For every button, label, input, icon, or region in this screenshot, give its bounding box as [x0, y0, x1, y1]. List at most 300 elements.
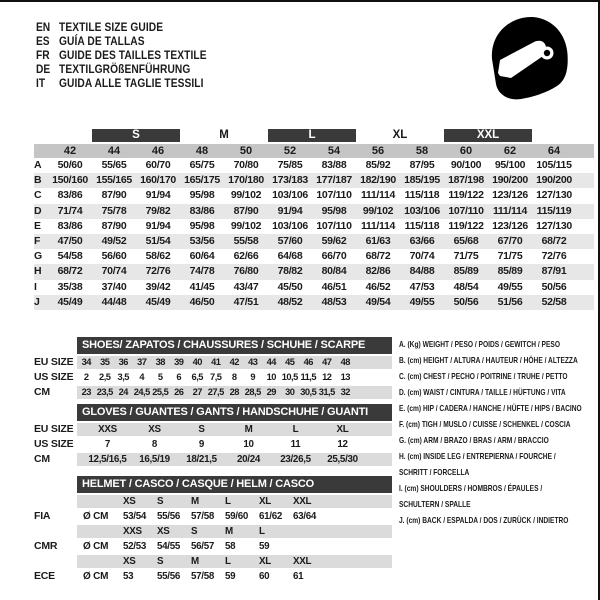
legend-item: [399, 432, 596, 448]
size-value-cell: 48/52: [277, 295, 303, 308]
size-cell: 24: [118, 387, 128, 397]
helmet-size-value: 61: [293, 571, 304, 582]
language-code: FR: [36, 48, 50, 62]
size-value-cell: 50/56: [541, 280, 567, 293]
size-value-cell: 95/100: [494, 159, 526, 171]
size-cell: 48: [340, 357, 350, 367]
size-value-cell: 105/115: [536, 159, 572, 171]
helmet-size-header: M: [191, 556, 199, 567]
language-code: DE: [36, 62, 51, 76]
size-value-cell: 70/74: [409, 250, 435, 263]
helmet-size-value: 56/57: [191, 541, 215, 552]
row-letter: E: [34, 219, 41, 232]
size-cell: 34: [81, 357, 91, 367]
helmet-size-header: XS: [123, 556, 136, 567]
size-value-cell: 57/60: [277, 234, 303, 247]
size-value-cell: 79/82: [145, 204, 171, 217]
size-value-cell: 177/187: [316, 174, 352, 187]
helmet-size-header: M: [225, 526, 233, 537]
size-value-cell: 64/68: [277, 250, 303, 263]
row-letter: H: [34, 265, 42, 278]
size-column-header: 52: [283, 145, 297, 157]
size-value-cell: 91/94: [145, 219, 171, 232]
helmet-size-row: [77, 495, 392, 508]
size-value-cell: 68/72: [365, 250, 391, 263]
helmet-size-value: 53: [123, 571, 134, 582]
language-code: EN: [36, 20, 51, 34]
size-cell: 30,5: [300, 387, 317, 397]
size-value-cell: 95/98: [189, 219, 215, 232]
size-value-cell: 37/40: [101, 280, 127, 293]
size-value-cell: 80/84: [321, 265, 347, 278]
size-cell: 28: [229, 387, 239, 397]
size-column-header: 54: [327, 145, 341, 157]
size-columns-row: [34, 144, 594, 158]
measurement-row: [34, 295, 594, 310]
helmet-size-header: S: [157, 556, 164, 567]
size-cell: 8: [151, 439, 158, 450]
size-value-cell: 71/74: [57, 204, 83, 217]
size-cell: 35: [100, 357, 110, 367]
helmet-value-row: [77, 510, 392, 523]
size-cell: L: [292, 424, 299, 435]
size-value-cell: 115/118: [404, 219, 440, 232]
size-value-cell: 54/58: [57, 250, 83, 263]
size-cell: 42: [229, 357, 239, 367]
gloves-row-label: US SIZE: [34, 438, 74, 450]
language-title: TEXTILE SIZE GUIDE: [59, 20, 164, 34]
size-value-cell: 127/130: [536, 189, 572, 202]
visor-pivot-dot: [544, 50, 550, 56]
size-column-header: 58: [415, 145, 429, 157]
row-letter: F: [34, 234, 41, 247]
size-cell: 2: [83, 372, 89, 382]
size-cell: 10,5: [281, 372, 298, 382]
legend-item-line: D. (cm) WAIST / CINTURA / TAILLE / HÜFTUNG / VITA: [399, 387, 566, 397]
size-cell: 13: [340, 372, 350, 382]
row-letter: D: [34, 204, 42, 217]
helmet-size-value: 61/62: [259, 511, 283, 522]
size-value-cell: 49/55: [497, 280, 523, 293]
language-title: GUIDE DES TAILLES TEXTILE: [59, 48, 207, 62]
legend-item: [399, 416, 596, 432]
size-cell: S: [198, 424, 205, 435]
legend-item: [399, 448, 596, 480]
size-value-cell: 115/119: [536, 204, 572, 217]
size-cell: 39: [174, 357, 184, 367]
size-column-header: 60: [459, 145, 473, 157]
size-value-cell: 87/91: [541, 265, 567, 278]
size-cell: 10: [243, 439, 254, 450]
size-value-cell: 45/49: [57, 295, 83, 308]
size-value-cell: 78/82: [277, 265, 303, 278]
row-letter: J: [34, 295, 40, 308]
size-value-cell: 46/52: [365, 280, 391, 293]
helmet-size-header: XL: [259, 496, 271, 507]
language-header: [36, 20, 233, 90]
size-value-cell: 56/60: [101, 250, 127, 263]
size-value-cell: 75/85: [277, 159, 303, 171]
helmet-size-header: XXL: [293, 496, 312, 507]
helmet-table-title: HELMET / CASCO / CASQUE / HELM / CASCO: [77, 476, 392, 493]
size-value-cell: 107/110: [316, 189, 352, 202]
size-value-cell: 65/75: [189, 159, 215, 171]
size-value-cell: 47/53: [409, 280, 435, 293]
gloves-table-title: GLOVES / GUANTES / GANTS / HANDSCHUHE / GUANTI: [77, 404, 392, 421]
size-value-cell: 107/110: [448, 204, 484, 217]
size-cell: XL: [336, 424, 349, 435]
helmet-size-header: M: [191, 496, 199, 507]
size-row-lead: [83, 525, 123, 538]
legend-item: [399, 336, 596, 352]
language-title: GUIDA ALLE TAGLIE TESSILI: [59, 76, 204, 90]
helmet-size-header: L: [259, 526, 265, 537]
size-column-header: 64: [547, 145, 561, 157]
size-value-cell: 115/118: [404, 189, 440, 202]
measurement-row: [34, 219, 594, 234]
size-row-lead: [83, 495, 123, 508]
measurement-row: [34, 234, 594, 249]
helmet-size-header: S: [157, 496, 164, 507]
size-cell: 9: [250, 372, 256, 382]
size-value-cell: 59/62: [321, 234, 347, 247]
size-value-cell: 83/86: [57, 219, 83, 232]
language-code: IT: [36, 76, 46, 90]
shoes-table-title: SHOES/ ZAPATOS / CHAUSSURES / SCHUHE / SCARPE: [77, 337, 392, 354]
size-cell: 12: [337, 439, 348, 450]
size-cell: 45: [285, 357, 295, 367]
helmet-size-value: 59: [259, 541, 270, 552]
helmet-size-value: 59/60: [225, 511, 249, 522]
size-cell: 27,5: [207, 387, 224, 397]
helmet-size-value: 53/54: [123, 511, 147, 522]
diameter-unit-label: Ø CM: [83, 571, 109, 582]
size-value-cell: 68/72: [541, 234, 567, 247]
size-cell: 11: [290, 439, 301, 450]
helmet-size-value: 63/64: [293, 511, 317, 522]
size-value-cell: 66/70: [321, 250, 347, 263]
size-cell: 23: [81, 387, 91, 397]
size-cell: 30: [285, 387, 295, 397]
helmet-size-header: XXL: [293, 556, 312, 567]
legend-item-line: A. (Kg) WEIGHT / PESO / POIDS / GEWITCH / PESO: [399, 339, 560, 349]
size-value-cell: 119/122: [448, 189, 484, 202]
size-cell: 37: [137, 357, 147, 367]
size-value-cell: 87/90: [233, 204, 259, 217]
size-value-cell: 68/72: [57, 265, 83, 278]
size-cell: 20/24: [236, 454, 261, 465]
size-cell: 24,5: [133, 387, 150, 397]
size-cell: 10: [266, 372, 276, 382]
homologation-label-fia: FIA: [34, 510, 51, 522]
size-cell: 29: [266, 387, 276, 397]
size-value-cell: 173/183: [272, 174, 308, 187]
size-value-cell: 107/110: [316, 219, 352, 232]
size-value-cell: 60/64: [189, 250, 215, 263]
size-cell: 31,5: [318, 387, 335, 397]
diameter-unit-label: Ø CM: [83, 541, 109, 552]
size-cell: 3,5: [117, 372, 129, 382]
size-value-cell: 70/80: [233, 159, 259, 171]
size-value-cell: 55/65: [101, 159, 127, 171]
size-cell: 25,5/30: [327, 454, 358, 465]
size-value-cell: 95/98: [321, 204, 347, 217]
helmet-size-value: 55/56: [157, 571, 181, 582]
helmet-size-row: [77, 525, 392, 538]
size-value-cell: 160/170: [140, 174, 176, 187]
table-data-row: [77, 438, 392, 451]
size-value-cell: 87/95: [409, 159, 435, 171]
table-data-row: [77, 371, 392, 384]
helmet-size-header: XXS: [123, 526, 142, 537]
size-value-cell: 87/90: [101, 219, 127, 232]
size-cell: 6,5: [191, 372, 203, 382]
helmet-size-row: [77, 555, 392, 568]
size-value-cell: 51/54: [145, 234, 171, 247]
diameter-unit-label: Ø CM: [83, 511, 109, 522]
size-value-cell: 182/190: [360, 174, 396, 187]
size-group-spacer: [34, 129, 92, 142]
helmet-value-row: [77, 540, 392, 553]
gloves-row-label: CM: [34, 453, 50, 465]
size-value-cell: 41/45: [189, 280, 215, 293]
size-group-label-xxl: XXL: [444, 129, 532, 142]
size-cell: XS: [148, 424, 161, 435]
size-value-cell: 187/198: [448, 174, 484, 187]
size-cell: XXS: [98, 424, 117, 435]
size-cell: 23,5: [96, 387, 113, 397]
shoes-row-label: US SIZE: [34, 371, 74, 383]
size-value-cell: 44/48: [101, 295, 127, 308]
measurement-row: [34, 158, 594, 173]
helmet-size-value: 54/55: [157, 541, 181, 552]
size-value-cell: 190/200: [536, 174, 572, 187]
size-value-cell: 185/195: [404, 174, 440, 187]
size-value-cell: 127/130: [536, 219, 572, 232]
size-value-cell: 111/114: [492, 204, 528, 217]
size-value-cell: 170/180: [228, 174, 264, 187]
size-cell: 38: [155, 357, 165, 367]
helmet-size-header: XL: [259, 556, 271, 567]
size-cell: 11,5: [300, 372, 317, 382]
legend-item-line: E. (cm) HIP / CADERA / HANCHE / HÜFTE / HIPS / BACINO: [399, 403, 582, 413]
size-value-cell: 75/78: [101, 204, 127, 217]
size-value-cell: 85/89: [497, 265, 523, 278]
row-letter-spacer: [34, 144, 48, 158]
helmet-size-header: L: [225, 496, 231, 507]
legend-item-line: F. (cm) TIGH / MUSLO / CUISSE / SCHENKEL / COSCIA: [399, 419, 571, 429]
helmet-size-value: 52/53: [123, 541, 147, 552]
size-cell: M: [244, 424, 253, 435]
language-title: GUÍA DE TALLAS: [59, 34, 145, 48]
size-value-cell: 85/92: [365, 159, 391, 171]
size-cell: 44: [266, 357, 276, 367]
homologation-label-ece: ECE: [34, 570, 55, 582]
helmet-size-header: XS: [157, 526, 170, 537]
size-value-cell: 50/56: [453, 295, 479, 308]
measurement-row: [34, 264, 594, 279]
size-value-cell: 46/51: [321, 280, 347, 293]
size-cell: 25,5: [152, 387, 169, 397]
shoes-row-label: CM: [34, 386, 50, 398]
language-code: ES: [36, 34, 50, 48]
size-cell: 41: [211, 357, 221, 367]
size-cell: 16,5/19: [139, 454, 170, 465]
language-row: [36, 34, 233, 48]
measurement-row: [34, 173, 594, 188]
size-column-header: 44: [107, 145, 121, 157]
size-cell: 8: [231, 372, 237, 382]
size-value-cell: 150/160: [52, 174, 88, 187]
legend-item: [399, 480, 596, 512]
size-value-cell: 91/94: [277, 204, 303, 217]
legend-item-line: G. (cm) ARM / BRAZO / BRAS / ARM / BRACCIO: [399, 435, 549, 445]
size-cell: 18/21,5: [186, 454, 217, 465]
size-cell: 12: [322, 372, 332, 382]
legend-item: [399, 352, 596, 368]
size-value-cell: 45/49: [145, 295, 171, 308]
helmet-size-header: L: [225, 556, 231, 567]
size-value-cell: 111/114: [360, 189, 396, 202]
size-value-cell: 39/42: [145, 280, 171, 293]
size-cell: 40: [192, 357, 202, 367]
measurement-row: [34, 204, 594, 219]
size-cell: 9: [198, 439, 205, 450]
size-value-cell: 123/126: [492, 219, 528, 232]
size-value-cell: 72/76: [145, 265, 171, 278]
helmet-homologation-table: [77, 476, 392, 585]
helmet-icon: [486, 14, 572, 104]
size-value-cell: 87/90: [101, 189, 127, 202]
legend-item: [399, 368, 596, 384]
size-group-label-m: M: [219, 129, 229, 141]
table-data-row: [77, 423, 392, 436]
size-value-cell: 60/70: [145, 159, 171, 171]
size-cell: 4: [139, 372, 145, 382]
size-value-cell: 76/80: [233, 265, 259, 278]
size-value-cell: 35/38: [57, 280, 83, 293]
size-value-cell: 50/60: [57, 159, 83, 171]
size-value-cell: 52/58: [541, 295, 567, 308]
language-row: [36, 20, 233, 34]
size-value-cell: 67/70: [497, 234, 523, 247]
textile-size-table: [34, 129, 594, 310]
language-row: [36, 76, 233, 90]
size-value-cell: 123/126: [492, 189, 528, 202]
table-data-row: [77, 453, 392, 466]
legend-item: [399, 400, 596, 416]
size-cell: 7: [104, 439, 111, 450]
size-column-header: 62: [503, 145, 517, 157]
language-row: [36, 48, 233, 62]
row-letter: C: [34, 189, 42, 202]
measurement-row: [34, 280, 594, 295]
homologation-label-cmr: CMR: [34, 540, 58, 552]
size-column-header: 50: [239, 145, 253, 157]
size-value-cell: 55/58: [233, 234, 259, 247]
size-value-cell: 83/88: [321, 159, 347, 171]
size-value-cell: 155/165: [96, 174, 132, 187]
size-value-cell: 43/47: [233, 280, 259, 293]
size-group-label-l: L: [268, 129, 356, 142]
size-cell: 43: [248, 357, 258, 367]
size-value-cell: 111/114: [360, 219, 396, 232]
legend-item-line: J. (cm) BACK / ESPALDA / DOS / ZURÜCK / INDIETRO: [399, 515, 569, 525]
row-letter: I: [34, 280, 37, 293]
helmet-size-value: 55/56: [157, 511, 181, 522]
size-column-header: 46: [151, 145, 165, 157]
size-cell: 32: [340, 387, 350, 397]
legend-item-line: C. (cm) CHEST / PECHO / POITRINE / TRUHE / PETTO: [399, 371, 568, 381]
measurement-row: [34, 188, 594, 203]
size-cell: 2,5: [99, 372, 111, 382]
size-value-cell: 83/86: [189, 204, 215, 217]
size-value-cell: 48/53: [321, 295, 347, 308]
size-value-cell: 49/54: [365, 295, 391, 308]
size-value-cell: 46/50: [189, 295, 215, 308]
size-cell: 6: [176, 372, 182, 382]
size-value-cell: 83/86: [57, 189, 83, 202]
table-data-row: [77, 386, 392, 399]
size-value-cell: 47/50: [57, 234, 83, 247]
size-value-cell: 84/88: [409, 265, 435, 278]
size-value-cell: 74/78: [189, 265, 215, 278]
legend-item-line: SCHRITT / FORCELLA: [399, 467, 470, 477]
size-group-label-xl: XL: [392, 129, 408, 141]
legend-item-line: H. (cm) INSIDE LEG / ENTREPIERNA / FOURCHE /: [399, 451, 556, 461]
row-letter: G: [34, 250, 42, 263]
legend-item: [399, 512, 596, 528]
helmet-value-row: [77, 570, 392, 583]
size-value-cell: 71/75: [453, 250, 479, 263]
size-value-cell: 99/102: [230, 219, 262, 232]
table-data-row: [77, 356, 392, 369]
size-group-label-s: S: [92, 129, 180, 142]
size-group-bar: [34, 129, 594, 142]
size-value-cell: 119/122: [448, 219, 484, 232]
size-column-header: 42: [63, 145, 77, 157]
size-cell: 7,5: [210, 372, 222, 382]
size-cell: 36: [118, 357, 128, 367]
size-value-cell: 165/175: [184, 174, 220, 187]
size-value-cell: 85/89: [453, 265, 479, 278]
size-cell: 47: [322, 357, 332, 367]
size-value-cell: 58/62: [145, 250, 171, 263]
size-value-cell: 70/74: [101, 265, 127, 278]
size-value-cell: 95/98: [189, 189, 215, 202]
size-cell: 12,5/16,5: [88, 454, 127, 465]
size-value-cell: 90/100: [450, 159, 482, 171]
measurement-legend: [399, 336, 596, 528]
helmet-size-header: S: [191, 526, 198, 537]
size-value-cell: 49/55: [409, 295, 435, 308]
size-value-cell: 99/102: [230, 189, 262, 202]
size-cell: 27: [192, 387, 202, 397]
top-border: [0, 0, 600, 2]
size-value-cell: 61/63: [365, 234, 391, 247]
size-cell: 5: [157, 372, 163, 382]
size-value-cell: 103/106: [404, 204, 440, 217]
size-value-cell: 63/66: [409, 234, 435, 247]
size-cell: 46: [303, 357, 313, 367]
row-letter: B: [34, 174, 42, 187]
legend-item-line: I. (cm) SHOULDERS / HOMBROS / ÉPAULES /: [399, 483, 543, 493]
gloves-table: [77, 404, 392, 468]
helmet-size-value: 59: [225, 571, 236, 582]
language-title: TEXTILGRÖßENFÜHRUNG: [59, 62, 191, 76]
size-value-cell: 62/66: [233, 250, 259, 263]
size-cell: 28,5: [244, 387, 261, 397]
